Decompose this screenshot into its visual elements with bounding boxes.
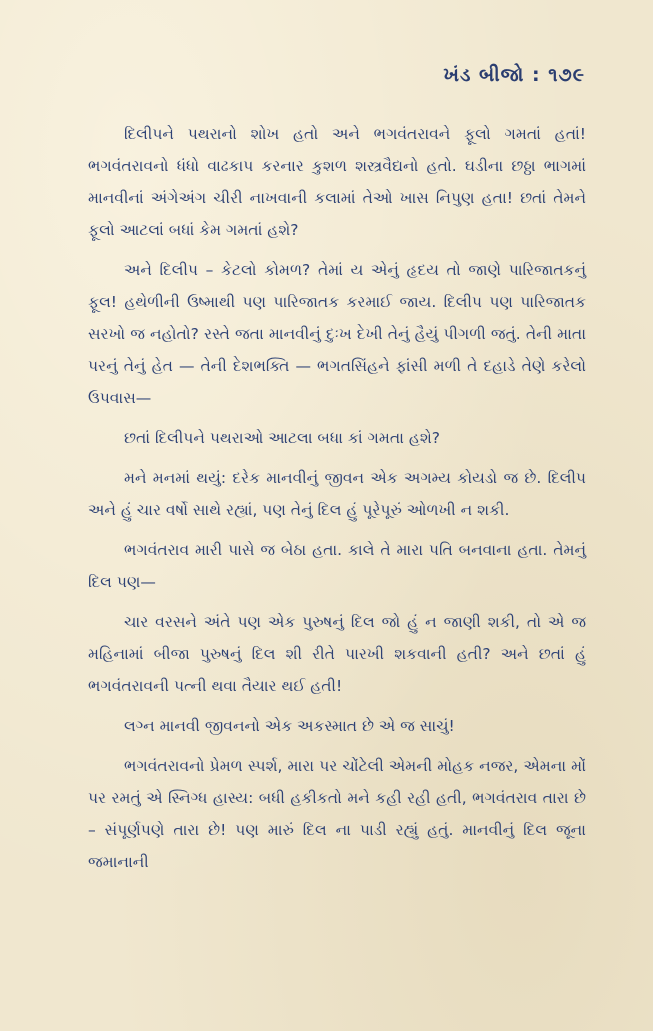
paragraph: અને દિલીપ – કેટલો કોમળ? તેમાં ય એનું હૃદય તો જાણે પારિજાતકનું ફૂલ! હથેળીની ઉષ્માથી પણ પારિજાતક કરમાઈ જાય. દિલીપ પણ પારિજાતક સરખો જ નહોતો? રસ્તે જતા માનવીનું દુઃખ દેખી તેનું હૈયું પીગળી જતું. તેની માતા પરનું તેનું હેત — તેની દેશભક્તિ — ભગતસિંહને ફાંસી મળી તે દહાડે તેણે કરેલો ઉપવાસ— [88,261,586,407]
paragraph: ચાર વરસને અંતે પણ એક પુરુષનું દિલ જો હું ન જાણી શકી, તો એ જ મહિનામાં બીજા પુરુષનું દિલ શી રીતે પારખી શકવાની હતી? અને છતાં હું ભગવંતરાવની પત્ની થવા તૈયાર થઈ હતી! [88,613,586,695]
running-header: ખંડ બીજો : ૧૭૯ [443,64,585,86]
paragraph: મને મનમાં થયું: દરેક માનવીનું જીવન એક અગમ્ય કોયડો જ છે. દિલીપ અને હું ચાર વર્ષો સાથે રહ્યાં, પણ તેનું દિલ હું પૂરેપૂરું ઓળખી ન શકી. [88,469,586,519]
paragraph: લગ્ન માનવી જીવનનો એક અકસ્માત છે એ જ સાચું! [124,717,455,735]
paragraph: છતાં દિલીપને પથરાઓ આટલા બધા કાં ગમતા હશે? [124,429,441,447]
body-text [88,118,586,886]
paragraph: ભગવંતરાવ મારી પાસે જ બેઠા હતા. કાલે તે મારા પતિ બનવાના હતા. તેમનું દિલ પણ— [88,541,586,591]
paragraph: દિલીપને પથરાનો શોખ હતો અને ભગવંતરાવને ફૂલો ગમતાં હતાં! ભગવંતરાવનો ધંધો વાઢકાપ કરનાર કુશળ શસ્ત્રવૈદ્યનો હતો. ઘડીના છઠ્ઠા ભાગમાં માનવીનાં અંગેઅંગ ચીરી નાખવાની કલામાં તેઓ ખાસ નિપુણ હતા! છતાં તેમને ફૂલો આટલાં બધાં કેમ ગમતાં હશે? [88,125,586,239]
paragraph: ભગવંતરાવનો પ્રેમળ સ્પર્શ, મારા પર ચોંટેલી એમની મોહક નજર, એમના મોં પર રમતું એ સ્નિગ્ધ હાસ્ય: બધી હકીકતો મને કહી રહી હતી, ભગવંતરાવ તારા છે – સંપૂર્ણપણે તારા છે! પણ મારું દિલ ના પાડી રહ્યું હતું. માનવીનું દિલ જૂના જમાનાની [88,757,586,871]
